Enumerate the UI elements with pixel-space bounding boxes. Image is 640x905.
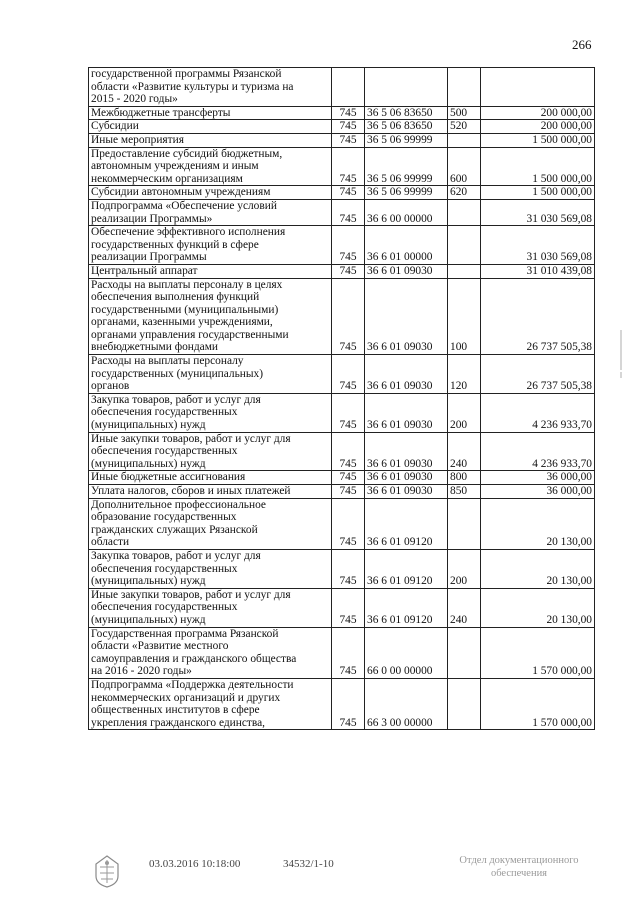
row-ved-code-cell: 745 — [332, 471, 365, 485]
row-name-cell: Подпрограмма «Поддержка деятельности некоммерческих организаций и других общественных институтов в сфере укрепления гражданского единства, — [89, 678, 332, 729]
row-expense-type-cell: 200 — [448, 393, 481, 432]
row-expense-type-cell — [448, 678, 481, 729]
row-expense-type-cell — [448, 226, 481, 265]
row-name-cell: Подпрограмма «Обеспечение условий реализации Программы» — [89, 199, 332, 225]
row-target-article-cell: 36 5 06 99999 — [365, 147, 448, 186]
row-ved-code-cell: 745 — [332, 355, 365, 394]
table-row — [89, 678, 595, 729]
row-amount-cell: 1 500 000,00 — [481, 186, 595, 200]
table-row — [89, 432, 595, 471]
department-stamp: Отдел документационного обеспечения — [459, 855, 579, 879]
row-target-article-cell: 36 6 01 09030 — [365, 278, 448, 355]
table-row — [89, 226, 595, 265]
row-target-article-cell: 36 6 01 09120 — [365, 588, 448, 627]
row-target-article-cell: 36 5 06 83650 — [365, 106, 448, 120]
row-amount-cell: 200 000,00 — [481, 120, 595, 134]
row-amount-cell: 1 500 000,00 — [481, 147, 595, 186]
row-expense-type-cell: 240 — [448, 432, 481, 471]
row-name-cell: Закупка товаров, работ и услуг для обеспечения государственных (муниципальных) нужд — [89, 549, 332, 588]
row-name-cell: Субсидии автономным учреждениям — [89, 186, 332, 200]
row-amount-cell: 36 000,00 — [481, 485, 595, 499]
row-ved-code-cell: 745 — [332, 432, 365, 471]
row-target-article-cell: 36 6 01 09120 — [365, 549, 448, 588]
row-name-cell: Государственная программа Рязанской области «Развитие местного самоуправления и гражданского общества на 2016 - 2020 годы» — [89, 627, 332, 678]
row-name-cell: Субсидии — [89, 120, 332, 134]
row-amount-cell: 1 570 000,00 — [481, 627, 595, 678]
scan-margin-mark — [620, 372, 622, 378]
table-row — [89, 199, 595, 225]
table-row — [89, 355, 595, 394]
budget-table — [88, 67, 595, 730]
row-amount-cell: 20 130,00 — [481, 549, 595, 588]
table-row — [89, 393, 595, 432]
row-ved-code-cell — [332, 68, 365, 107]
row-amount-cell: 26 737 505,38 — [481, 355, 595, 394]
row-ved-code-cell: 745 — [332, 147, 365, 186]
row-ved-code-cell: 745 — [332, 264, 365, 278]
stamp-document-number: 34532/1-10 — [283, 858, 334, 870]
row-name-cell: Предоставление субсидий бюджетным, автономным учреждениям и иным некоммерческим организациям — [89, 147, 332, 186]
row-expense-type-cell: 240 — [448, 588, 481, 627]
row-expense-type-cell — [448, 264, 481, 278]
row-expense-type-cell — [448, 68, 481, 107]
row-expense-type-cell: 520 — [448, 120, 481, 134]
row-expense-type-cell — [448, 498, 481, 549]
row-expense-type-cell: 620 — [448, 186, 481, 200]
table-row — [89, 264, 595, 278]
table-row — [89, 147, 595, 186]
row-ved-code-cell: 745 — [332, 278, 365, 355]
table-row — [89, 485, 595, 499]
row-ved-code-cell: 745 — [332, 199, 365, 225]
table-row — [89, 498, 595, 549]
row-target-article-cell: 36 6 00 00000 — [365, 199, 448, 225]
row-amount-cell: 1 570 000,00 — [481, 678, 595, 729]
coat-of-arms-seal-icon — [92, 854, 122, 888]
stamp-date-time: 03.03.2016 10:18:00 — [149, 858, 241, 870]
row-amount-cell: 4 236 933,70 — [481, 393, 595, 432]
row-target-article-cell: 66 3 00 00000 — [365, 678, 448, 729]
table-row — [89, 627, 595, 678]
table-row — [89, 186, 595, 200]
row-amount-cell — [481, 68, 595, 107]
row-name-cell: Уплата налогов, сборов и иных платежей — [89, 485, 332, 499]
table-row — [89, 68, 595, 107]
row-ved-code-cell: 745 — [332, 627, 365, 678]
row-amount-cell: 26 737 505,38 — [481, 278, 595, 355]
row-name-cell: Иные закупки товаров, работ и услуг для обеспечения государственных (муниципальных) нужд — [89, 432, 332, 471]
row-name-cell: Расходы на выплаты персоналу государственных (муниципальных) органов — [89, 355, 332, 394]
row-amount-cell: 31 030 569,08 — [481, 226, 595, 265]
row-expense-type-cell — [448, 199, 481, 225]
document-footer — [0, 854, 640, 894]
row-ved-code-cell: 745 — [332, 549, 365, 588]
table-row — [89, 133, 595, 147]
row-ved-code-cell: 745 — [332, 485, 365, 499]
row-amount-cell: 31 030 569,08 — [481, 199, 595, 225]
row-name-cell: Иные мероприятия — [89, 133, 332, 147]
table-row — [89, 549, 595, 588]
row-name-cell: Центральный аппарат — [89, 264, 332, 278]
row-expense-type-cell: 120 — [448, 355, 481, 394]
scan-margin-mark — [620, 330, 622, 370]
row-target-article-cell: 36 6 01 09030 — [365, 485, 448, 499]
row-ved-code-cell: 745 — [332, 133, 365, 147]
row-name-cell: Расходы на выплаты персоналу в целях обеспечения выполнения функций государственными (муниципальными) органами, казенными учреждениями, органами управления государственными внебюджетными фондами — [89, 278, 332, 355]
row-name-cell: Иные закупки товаров, работ и услуг для обеспечения государственных (муниципальных) нужд — [89, 588, 332, 627]
row-target-article-cell: 36 6 01 00000 — [365, 226, 448, 265]
row-expense-type-cell: 500 — [448, 106, 481, 120]
row-target-article-cell: 36 6 01 09030 — [365, 471, 448, 485]
row-amount-cell: 1 500 000,00 — [481, 133, 595, 147]
row-target-article-cell: 36 6 01 09030 — [365, 264, 448, 278]
row-target-article-cell: 66 0 00 00000 — [365, 627, 448, 678]
row-ved-code-cell: 745 — [332, 678, 365, 729]
row-name-cell: Обеспечение эффективного исполнения государственных функций в сфере реализации Программы — [89, 226, 332, 265]
row-ved-code-cell: 745 — [332, 498, 365, 549]
row-expense-type-cell: 200 — [448, 549, 481, 588]
table-row — [89, 120, 595, 134]
page-number: 266 — [572, 37, 592, 52]
row-name-cell: Закупка товаров, работ и услуг для обеспечения государственных (муниципальных) нужд — [89, 393, 332, 432]
table-row — [89, 588, 595, 627]
row-expense-type-cell — [448, 627, 481, 678]
row-amount-cell: 20 130,00 — [481, 498, 595, 549]
row-ved-code-cell: 745 — [332, 106, 365, 120]
row-ved-code-cell: 745 — [332, 186, 365, 200]
row-target-article-cell: 36 6 01 09120 — [365, 498, 448, 549]
row-ved-code-cell: 745 — [332, 588, 365, 627]
row-ved-code-cell: 745 — [332, 120, 365, 134]
row-target-article-cell: 36 6 01 09030 — [365, 355, 448, 394]
table-row — [89, 106, 595, 120]
row-amount-cell: 20 130,00 — [481, 588, 595, 627]
row-target-article-cell: 36 5 06 99999 — [365, 133, 448, 147]
row-amount-cell: 31 010 439,08 — [481, 264, 595, 278]
row-expense-type-cell: 800 — [448, 471, 481, 485]
row-target-article-cell: 36 5 06 83650 — [365, 120, 448, 134]
row-expense-type-cell: 100 — [448, 278, 481, 355]
row-ved-code-cell: 745 — [332, 393, 365, 432]
row-target-article-cell: 36 6 01 09030 — [365, 393, 448, 432]
row-expense-type-cell: 600 — [448, 147, 481, 186]
row-name-cell: Межбюджетные трансферты — [89, 106, 332, 120]
row-amount-cell: 200 000,00 — [481, 106, 595, 120]
row-expense-type-cell — [448, 133, 481, 147]
row-target-article-cell — [365, 68, 448, 107]
row-name-cell: государственной программы Рязанской области «Развитие культуры и туризма на 2015 - 2020 годы» — [89, 68, 332, 107]
budget-table-body — [89, 68, 595, 730]
row-amount-cell: 4 236 933,70 — [481, 432, 595, 471]
row-expense-type-cell: 850 — [448, 485, 481, 499]
table-row — [89, 278, 595, 355]
table-row — [89, 471, 595, 485]
row-target-article-cell: 36 6 01 09030 — [365, 432, 448, 471]
row-name-cell: Иные бюджетные ассигнования — [89, 471, 332, 485]
row-name-cell: Дополнительное профессиональное образование государственных гражданских служащих Рязанской области — [89, 498, 332, 549]
row-ved-code-cell: 745 — [332, 226, 365, 265]
row-target-article-cell: 36 5 06 99999 — [365, 186, 448, 200]
row-amount-cell: 36 000,00 — [481, 471, 595, 485]
